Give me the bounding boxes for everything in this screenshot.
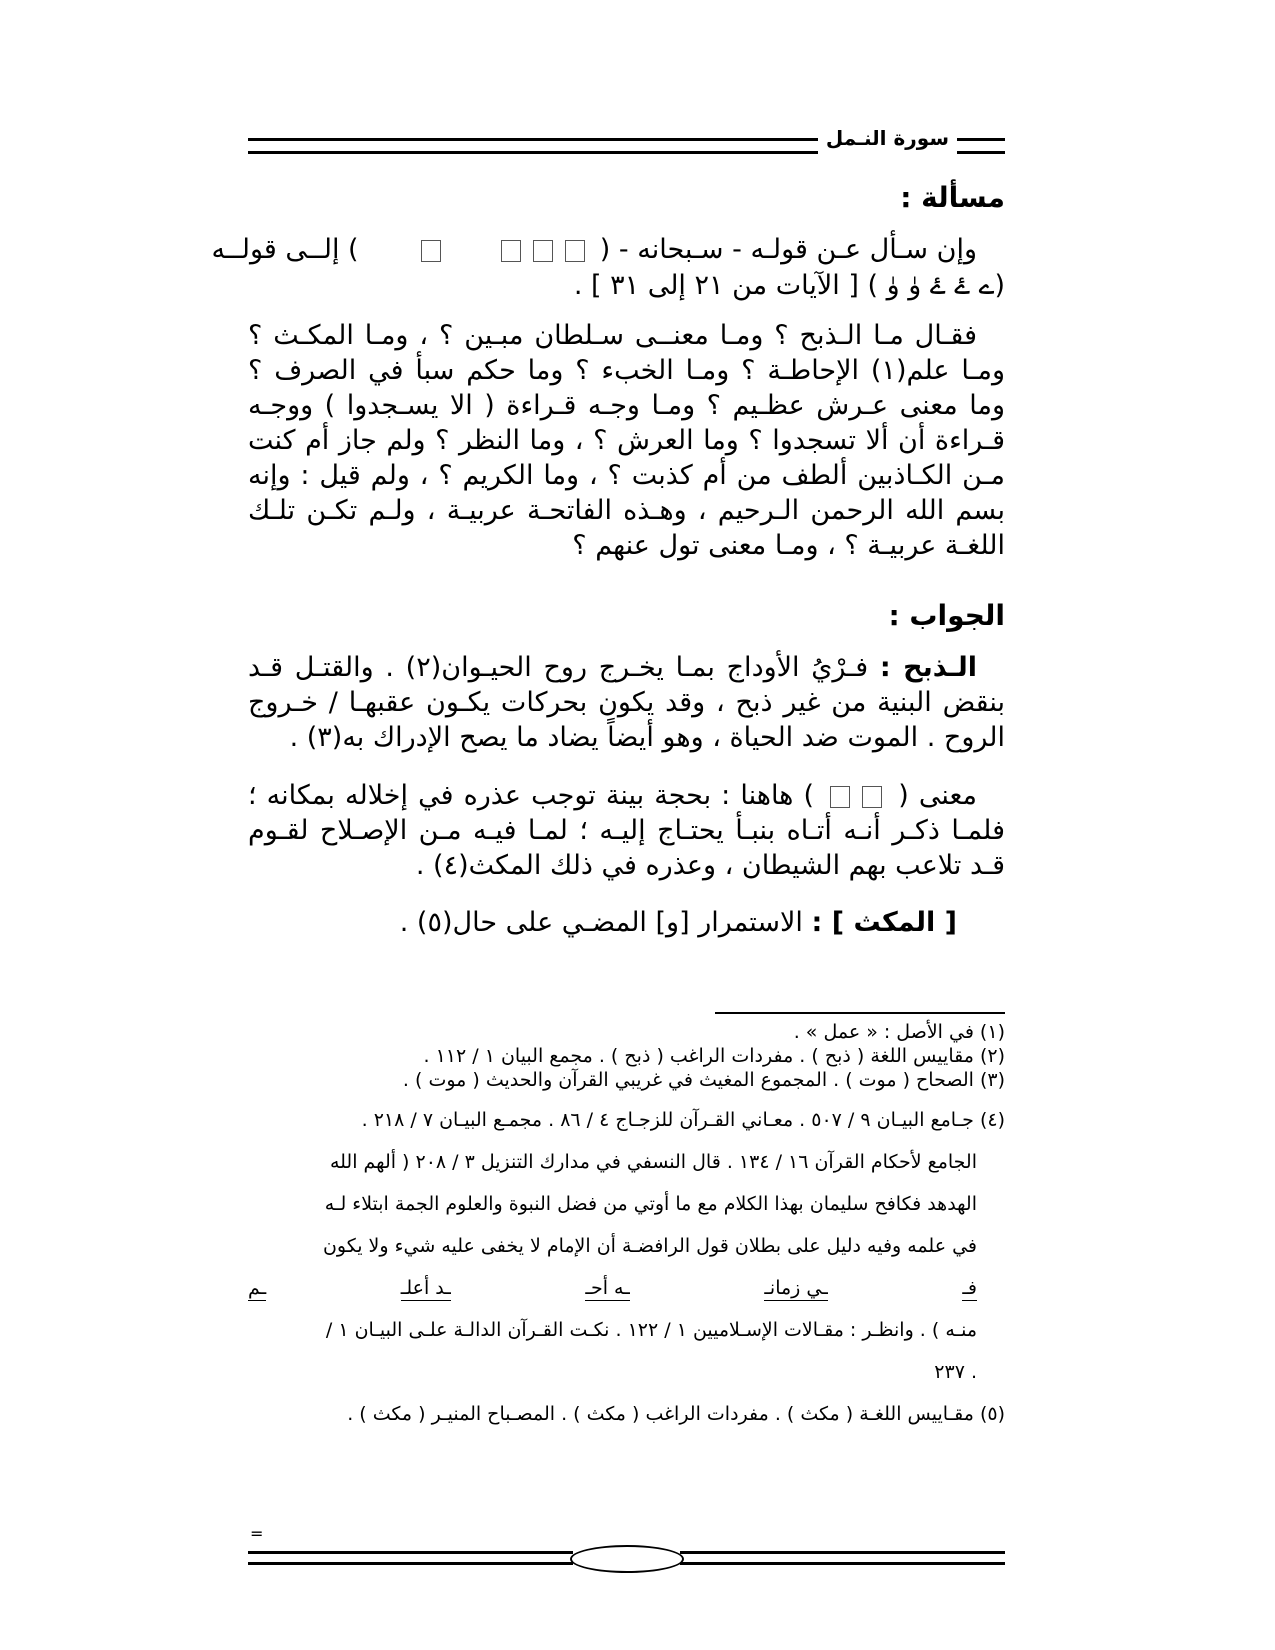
footnote-3: (٣) الصحاح ( موت ) . المجموع المغيث في غريبي القرآن والحديث ( موت ) . [402, 1069, 1005, 1091]
answer-heading: الجواب : [888, 599, 1005, 632]
footnote-4-line6: منـه ) . وانظـر : مقـالات الإسـلاميين ١ / ١٢٢ . نكـت القـرآن الدالـة علـى البيـان ١ / [325, 1319, 977, 1341]
footnote-4-line2: الجامع لأحكام القرآن ١٦ / ١٣٤ . قال النسفي في مدارك التنزيل ٣ / ٢٠٨ ( ألهم الله [329, 1151, 977, 1173]
paragraph-maana [248, 778, 1005, 883]
footnote-5: (٥) مقـاييس اللغـة ( مكث ) . مفردات الراغب ( مكث ) . المصـباح المنيـر ( مكث ) . [347, 1403, 1005, 1425]
question-body: فقـال مـا الـذبح ؟ ومـا معنــى سـلطان مبـين ؟ ، ومـا المكـث ؟ ومـا علم(١) الإحاطـة ؟ ومـا الخبء ؟ وما حكم سبأ في الصرف ؟ وما معنى عـرش عظـيم ؟ ومـا وجـه قـراءة ( الا يسـجدوا ) ووجـه قـراءة أن ألا تسجدوا ؟ وما العرش ؟ ، وما النظر ؟ ولم جاز أم كنت مـن الكـاذبين ألطف من أم كذبت ؟ ، وما الكريم ؟ ، ولم قيل : وإنه بسم الله الرحمن الـرحيم ، وهـذه الفاتحـة عربيـة ، ولـم تكـن تلـك اللغـة عربيـة ؟ ، ومـا معنى تول عنهم ؟ [248, 320, 1005, 561]
footnote-separator [715, 1012, 1005, 1014]
header-rule-left [248, 138, 818, 154]
paragraph-makth [248, 905, 1005, 940]
footer-rule-left [248, 1551, 573, 1565]
footnote-4-line4: في علمه وفيه دليل على بطلان قول الرافضـة أن الإمام لا يخفى عليه شيء ولا يكون [322, 1235, 977, 1257]
header-rule-right [957, 138, 1005, 154]
quran-glyph-box [565, 240, 585, 262]
surah-title: سورة النـمل [825, 126, 949, 150]
quran-glyph-box [501, 240, 521, 262]
footnote-4-line7: . ٢٣٧ [934, 1361, 977, 1383]
footer-rule-right [680, 1551, 1005, 1565]
continuation-mark: = [250, 1524, 264, 1543]
paragraph-makth-text: الاستمرار [و] المضـي على حال(٥) . [399, 907, 803, 938]
paragraph-maana-rest: ) هاهنا : بحجة بينة توجب عذره في إخلاله بمكانه ؛ فلمـا ذكـر أنـه أتـاه بنبـأ يحتـاج إليـه ؛ لمـا فيـه مـن الإصـلاح لقـوم قـد تلاعب بهم الشيطان ، وعذره في ذلك المكث(٤) . [248, 780, 1005, 881]
page-number-oval [570, 1545, 684, 1573]
paragraph-maana-start: معنى ( [898, 780, 977, 811]
page-footer-ornament [248, 1545, 1005, 1571]
question-heading: مسألة : [900, 181, 1005, 214]
footnote-4-line1: (٤) جـامع البيـان ٩ / ٥٠٧ . معـاني القـرآن للزجـاج ٤ / ٨٦ . مجمـع البيـان ٧ / ٢١٨ . [361, 1109, 1005, 1131]
footnote-4-line5 [248, 1276, 1005, 1301]
footnote-4-line3: الهدهد فكافح سليمان بهذا الكلام مع ما أوتي من فضل النبوة والعلوم الجمة ابتلاء لـه [324, 1193, 977, 1215]
stretched-word: ـه أحـ [585, 1277, 630, 1299]
term-makth: [ المكث ] : [811, 907, 957, 938]
stretched-word: فـ [962, 1277, 977, 1299]
quran-glyph-box [862, 786, 882, 808]
footnote-1: (١) في الأصل : « عمل » . [793, 1021, 1005, 1043]
stretched-line [248, 1276, 977, 1301]
quran-glyph-box [421, 240, 441, 262]
footnote-2: (٢) مقاييس اللغة ( ذبح ) . مفردات الراغب ( ذبح ) . مجمع البيان ١ / ١١٢ . [423, 1045, 1005, 1067]
quran-glyph-box [533, 240, 553, 262]
question-intro-part2: ) إلــى قولــه [211, 234, 359, 265]
stretched-word: ـم [248, 1277, 267, 1299]
question-intro-line2: (ے ۓ ۓ ۈ ۈ ) [ الآيات من ٢١ إلى ٣١ ] . [573, 270, 1005, 301]
question-intro-line1 [211, 232, 1005, 267]
paragraph-dhabh-text: فـرْيُ الأوداج بمـا يخـرج روح الحيـوان(٢) . والقتـل قـد بنقض البنية من غير ذبح ، وقد يكون بحركات يكـون عقبهـا / خـروج الروح . الموت ضد الحياة ، وهو أيضاً يضاد ما يصح الإدراك به(٣) . [248, 652, 1005, 753]
stretched-word: ـي زمانـ [764, 1277, 828, 1299]
running-header [248, 126, 1005, 160]
quran-glyph-box [830, 786, 850, 808]
paragraph-dhabh [248, 650, 1005, 755]
question-intro-part1: وإن سـأل عـن قولـه - سـبحانه - ( [599, 234, 977, 265]
stretched-word: ـد أعلـ [400, 1277, 451, 1299]
term-dhabh: الـذبح : [879, 652, 978, 683]
